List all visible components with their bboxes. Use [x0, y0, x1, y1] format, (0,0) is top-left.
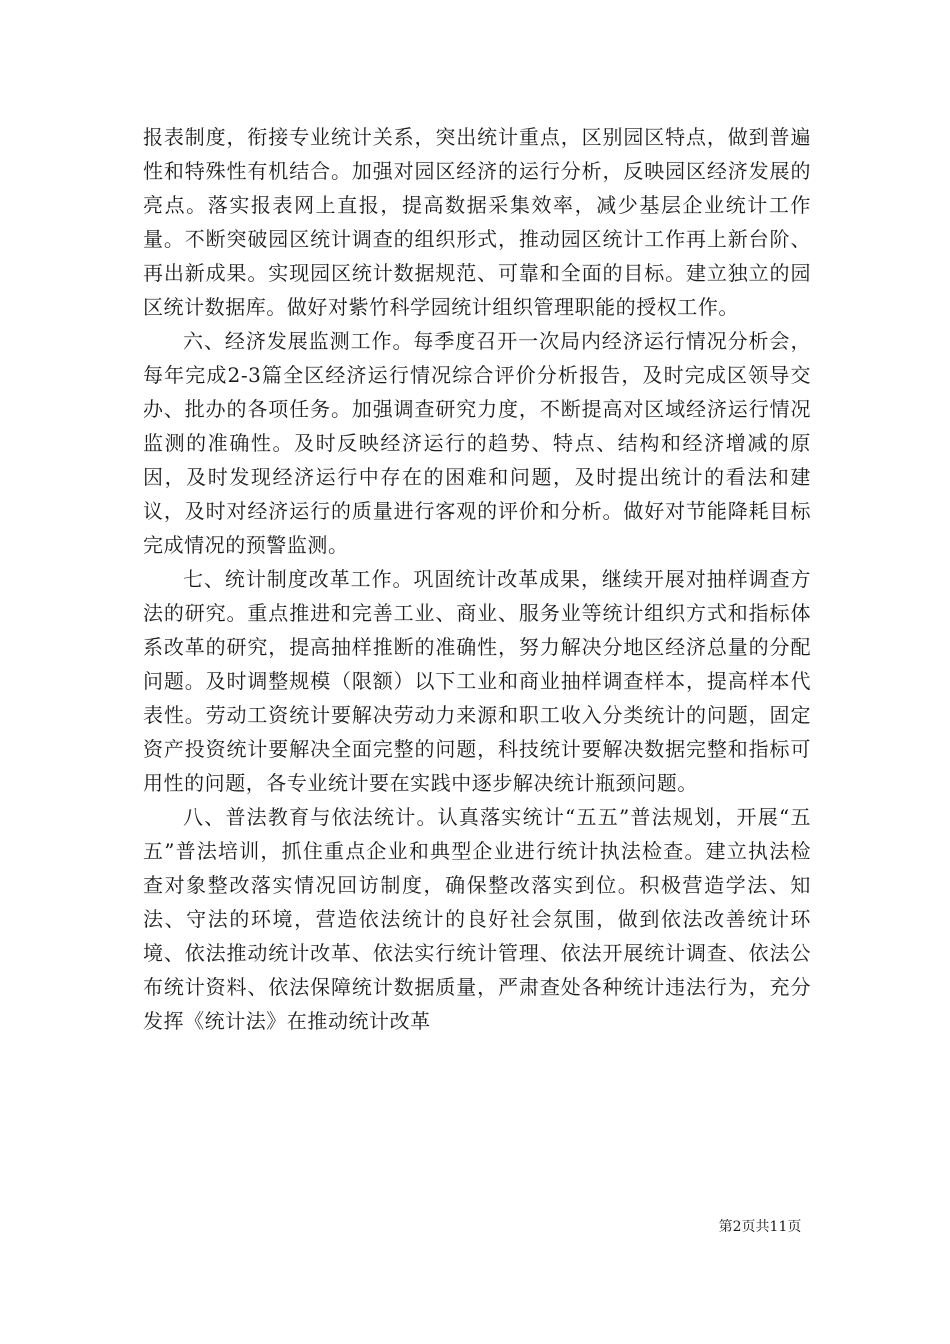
- paragraph-section-8: 八、普法教育与依法统计。认真落实统计“五五”普法规划，开展“五五”普法培训，抓住重点企业和典型企业进行统计执法检查。建立执法检查对象整改落实情况回访制度，确保整改落实到位。积极营造学法、知法、守法的环境，营造依法统计的良好社会氛围，做到依法改善统计环境、依法推动统计改革、依法实行统计管理、依法开展统计调查、依法公布统计资料、依法保障统计数据质量，严肃查处各种统计违法行为，充分发挥《统计法》在推动统计改革: [143, 805, 811, 1033]
- document-body: [143, 120, 811, 1038]
- paragraph-section-7: 七、统计制度改革工作。巩固统计改革成果，继续开展对抽样调查方法的研究。重点推进和完善工业、商业、服务业等统计组织方式和指标体系改革的研究，提高抽样推断的准确性，努力解决分地区经济总量的分配问题。及时调整规模（限额）以下工业和商业抽样调查样本，提高样本代表性。劳动工资统计要解决劳动力来源和职工收入分类统计的问题，固定资产投资统计要解决全面完整的问题，科技统计要解决数据完整和指标可用性的问题，各专业统计要在实践中逐步解决统计瓶颈问题。: [143, 567, 811, 795]
- page-number-footer: 第2页共11页: [718, 1219, 802, 1235]
- paragraph-continuation: 报表制度，衔接专业统计关系，突出统计重点，区别园区特点，做到普遍性和特殊性有机结合。加强对园区经济的运行分析，反映园区经济发展的亮点。落实报表网上直报，提高数据采集效率，减少基层企业统计工作量。不断突破园区统计调查的组织形式，推动园区统计工作再上新台阶、再出新成果。实现园区统计数据规范、可靠和全面的目标。建立独立的园区统计数据库。做好对紫竹科学园统计组织管理职能的授权工作。: [143, 125, 811, 319]
- paragraph-section-6: 六、经济发展监测工作。每季度召开一次局内经济运行情况分析会，每年完成2-3篇全区经济运行情况综合评价分析报告，及时完成区领导交办、批办的各项任务。加强调查研究力度，不断提高对区域经济运行情况监测的准确性。及时反映经济运行的趋势、特点、结构和经济增减的原因，及时发现经济运行中存在的困难和问题，及时提出统计的看法和建议，及时对经济运行的质量进行客观的评价和分析。做好对节能降耗目标完成情况的预警监测。: [143, 329, 811, 557]
